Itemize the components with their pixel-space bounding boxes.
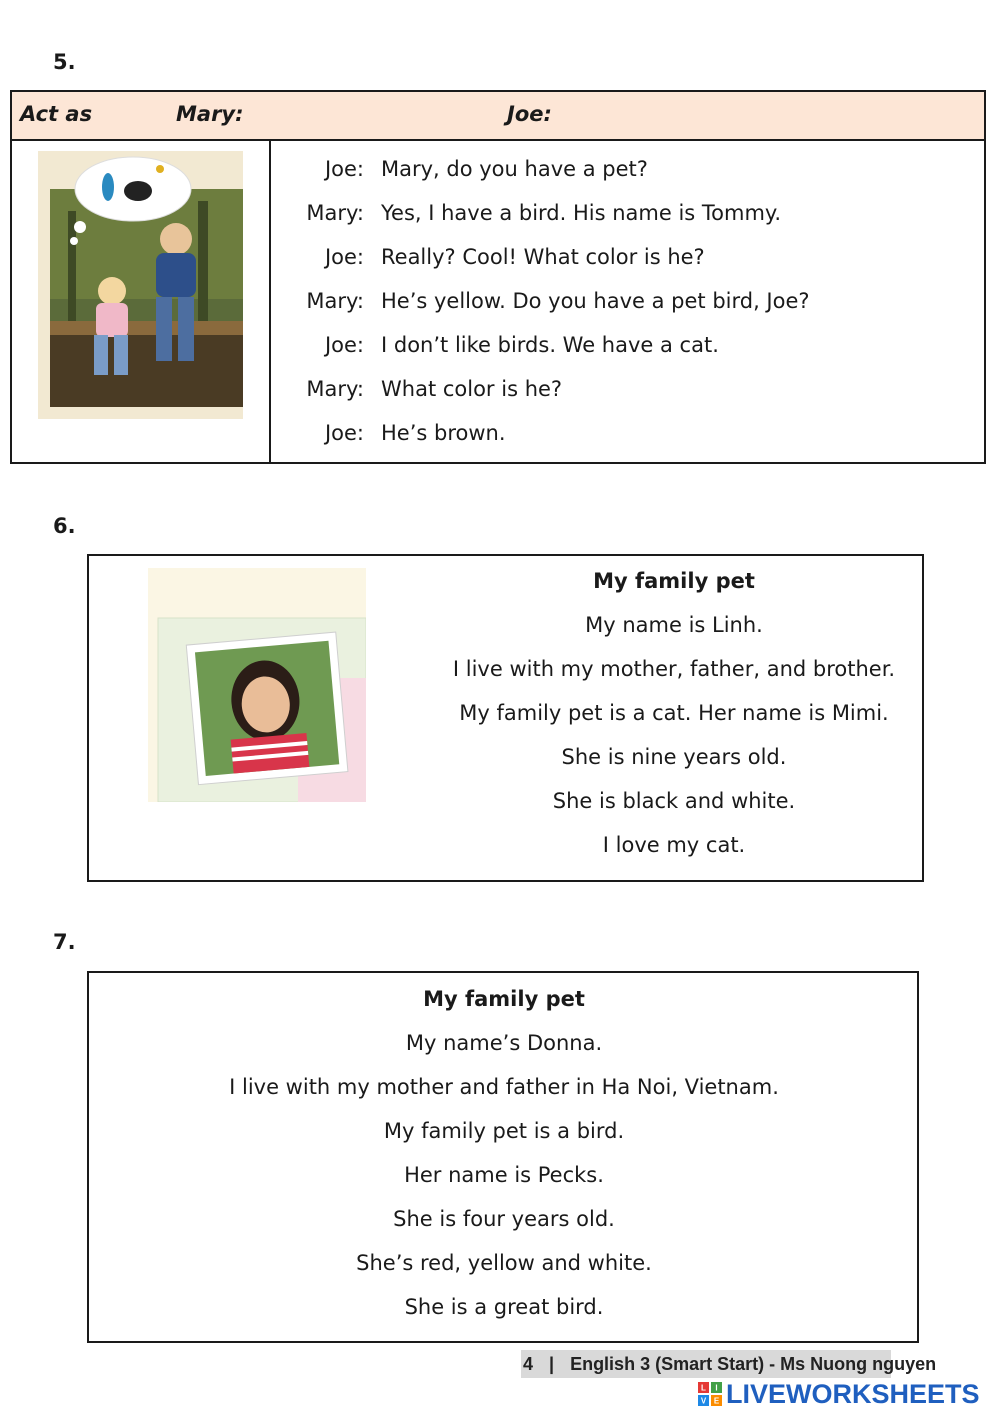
linh-text: [419, 559, 929, 867]
role-joe-option[interactable]: Joe:: [507, 102, 552, 126]
girl-photo-image: [148, 568, 366, 802]
speaker-label: Mary:: [306, 289, 364, 313]
course-title: English 3 (Smart Start) - Ms Nuong nguyen: [570, 1354, 937, 1374]
passage-title: My family pet: [423, 987, 585, 1011]
dialogue-text: I don’t like birds. We have a cat.: [381, 333, 719, 357]
speaker-label: Mary:: [306, 201, 364, 225]
speaker-label: Joe:: [324, 245, 364, 269]
passage-line: My family pet is a cat. Her name is Mimi.: [459, 701, 889, 725]
dialogue: [274, 147, 974, 455]
dialogue-text: What color is he?: [381, 377, 563, 401]
children-with-pets-image: [38, 151, 243, 419]
speaker-label: Joe:: [324, 421, 364, 445]
logo-letter: E: [713, 1396, 720, 1406]
passage-line: Her name is Pecks.: [404, 1163, 604, 1187]
passage-line: I live with my mother, father, and brother.: [452, 657, 896, 681]
role-play-table: [10, 90, 986, 464]
dialogue-text: Really? Cool! What color is he?: [381, 245, 705, 269]
reading-box-linh: [87, 554, 924, 882]
page-footer: [521, 1350, 937, 1378]
donna-text: [89, 977, 919, 1329]
exercise-number-5: 5.: [53, 50, 76, 74]
passage-line: My name is Linh.: [585, 613, 763, 637]
dialogue-text: Yes, I have a bird. His name is Tommy.: [381, 201, 782, 225]
liveworksheets-logo-icon: [698, 1382, 722, 1406]
speaker-label: Mary:: [306, 377, 364, 401]
passage-line: My name’s Donna.: [405, 1031, 603, 1055]
passage-line: I live with my mother and father in Ha Noi, Vietnam.: [229, 1075, 779, 1099]
passage-line: She is a great bird.: [404, 1295, 604, 1319]
role-mary-option[interactable]: Mary:: [176, 102, 244, 126]
passage-line: I love my cat.: [602, 833, 746, 857]
dialogue-line: [274, 147, 974, 191]
dialogue-line: [274, 235, 974, 279]
dialogue-text: He’s brown.: [381, 421, 506, 445]
passage-line: She’s red, yellow and white.: [356, 1251, 652, 1275]
speaker-label: Joe:: [324, 333, 364, 357]
exercise-number-7: 7.: [53, 930, 76, 954]
liveworksheets-brand[interactable]: [698, 1379, 980, 1409]
exercise-number-6: 6.: [53, 514, 76, 538]
logo-letter: V: [700, 1396, 707, 1406]
brand-name: LIVEWORKSHEETS: [726, 1378, 980, 1409]
dialogue-line: [274, 411, 974, 455]
page-number: 4: [523, 1354, 534, 1374]
speaker-label: Joe:: [324, 157, 364, 181]
dialogue-line: [274, 191, 974, 235]
logo-letter: L: [701, 1383, 706, 1393]
passage-title: My family pet: [593, 569, 755, 593]
logo-letter: I: [715, 1383, 718, 1393]
act-as-label: Act as: [20, 102, 93, 126]
dialogue-line: [274, 323, 974, 367]
role-play-header: [12, 92, 984, 141]
passage-line: She is black and white.: [552, 789, 796, 813]
passage-line: She is nine years old.: [561, 745, 787, 769]
dialogue-line: [274, 367, 974, 411]
passage-line: She is four years old.: [393, 1207, 615, 1231]
dialogue-text: He’s yellow. Do you have a pet bird, Joe?: [381, 289, 810, 313]
reading-box-donna: [87, 971, 919, 1343]
passage-line: My family pet is a bird.: [383, 1119, 625, 1143]
dialogue-line: [274, 279, 974, 323]
dialogue-text: Mary, do you have a pet?: [381, 157, 648, 181]
footer-separator: |: [549, 1354, 555, 1374]
column-divider: [269, 141, 271, 464]
